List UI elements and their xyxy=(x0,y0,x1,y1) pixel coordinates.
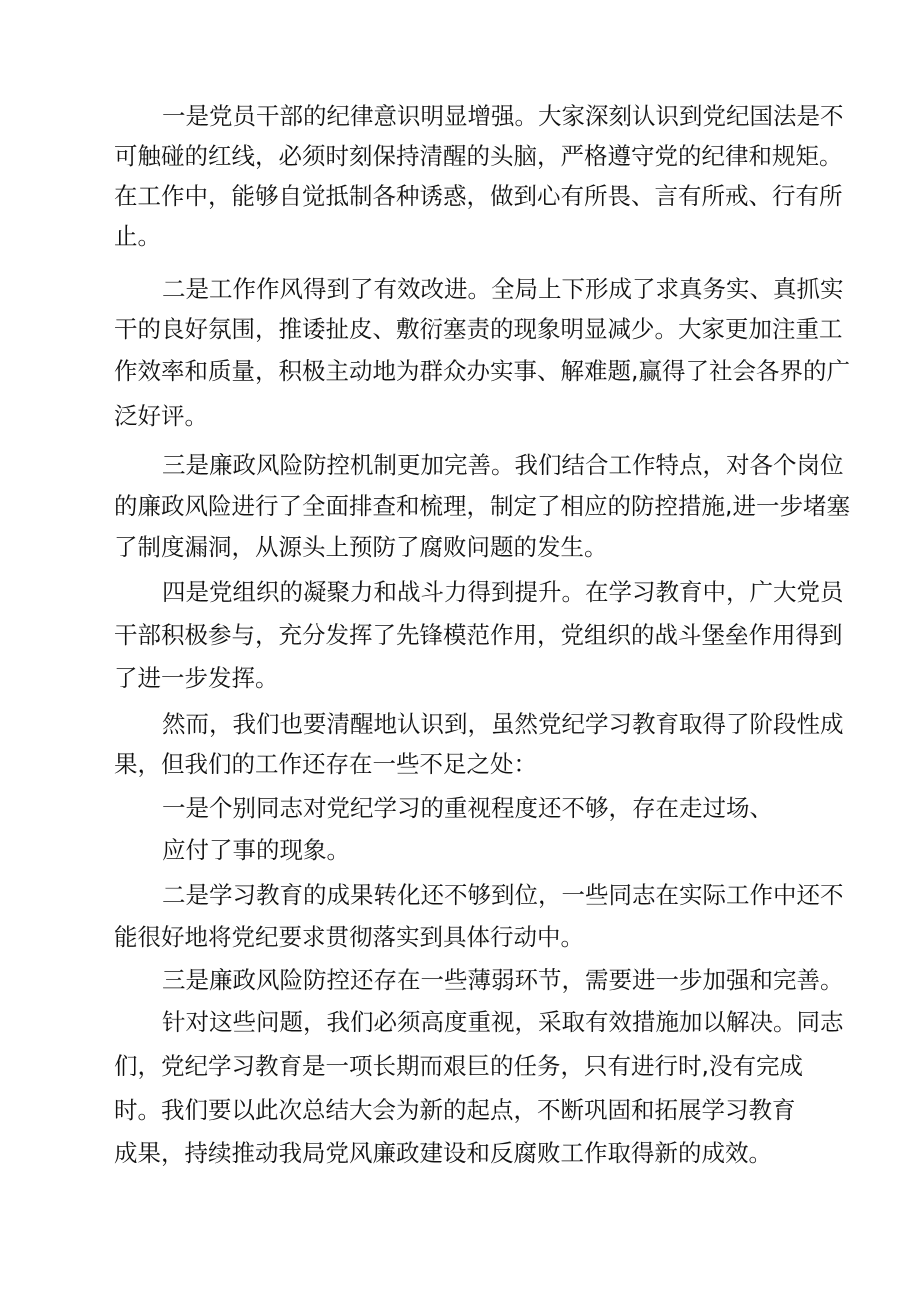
text-line: 时。我们要以此次总结大会为新的起点，不断巩固和拓展学习教育 xyxy=(114,1096,796,1124)
text-line: 一是党员干部的纪律意识明显增强。大家深刻认识到党纪国法是不 xyxy=(162,102,844,130)
text-line: 的廉政风险进行了全面排查和梳理，制定了相应的防控措施,进一步堵塞 xyxy=(114,492,850,520)
text-line: 三是廉政风险防控机制更加完善。我们结合工作特点，对各个岗位 xyxy=(162,451,844,479)
text-line: 三是廉政风险防控还存在一些薄弱环节，需要进一步加强和完善。 xyxy=(162,966,844,994)
text-line: 应付了事的现象。 xyxy=(162,836,350,864)
text-line: 了制度漏洞，从源头上预防了腐败问题的发生。 xyxy=(114,533,608,561)
text-line: 针对这些问题，我们必须高度重视，采取有效措施加以解决。同志 xyxy=(162,1008,844,1036)
text-line: 泛好评。 xyxy=(114,402,208,430)
text-line: 干部积极参与，充分发挥了先锋模范作用，党组织的战斗堡垒作用得到 xyxy=(114,621,843,649)
text-line: 在工作中，能够自觉抵制各种诱惑，做到心有所畏、言有所戒、行有所 xyxy=(114,182,843,210)
text-line: 二是工作作风得到了有效改进。全局上下形成了求真务实、真抓实 xyxy=(162,275,844,303)
text-line: 们，党纪学习教育是一项长期而艰巨的任务，只有进行时,没有完成 xyxy=(114,1052,803,1080)
text-line: 然而，我们也要清醒地认识到，虽然党纪学习教育取得了阶段性成 xyxy=(162,710,844,738)
text-line: 四是党组织的凝聚力和战斗力得到提升。在学习教育中，广大党员 xyxy=(162,578,844,606)
text-line: 一是个别同志对党纪学习的重视程度还不够，存在走过场、 xyxy=(162,794,773,822)
text-line: 止。 xyxy=(114,222,161,250)
text-line: 可触碰的红线，必须时刻保持清醒的头脑，严格遵守党的纪律和规矩。 xyxy=(114,142,843,170)
text-line: 成果，持续推动我局党风廉政建设和反腐败工作取得新的成效。 xyxy=(114,1139,772,1167)
text-line: 作效率和质量，积极主动地为群众办实事、解难题,赢得了社会各界的广 xyxy=(114,357,850,385)
text-line: 果，但我们的工作还存在一些不足之处： xyxy=(114,750,537,778)
text-line: 了进一步发挥。 xyxy=(114,664,279,692)
text-line: 干的良好氛围，推诿扯皮、敷衍塞责的现象明显减少。大家更加注重工 xyxy=(114,315,843,343)
text-line: 能很好地将党纪要求贯彻落实到具体行动中。 xyxy=(114,923,584,951)
text-line: 二是学习教育的成果转化还不够到位，一些同志在实际工作中还不 xyxy=(162,881,844,909)
